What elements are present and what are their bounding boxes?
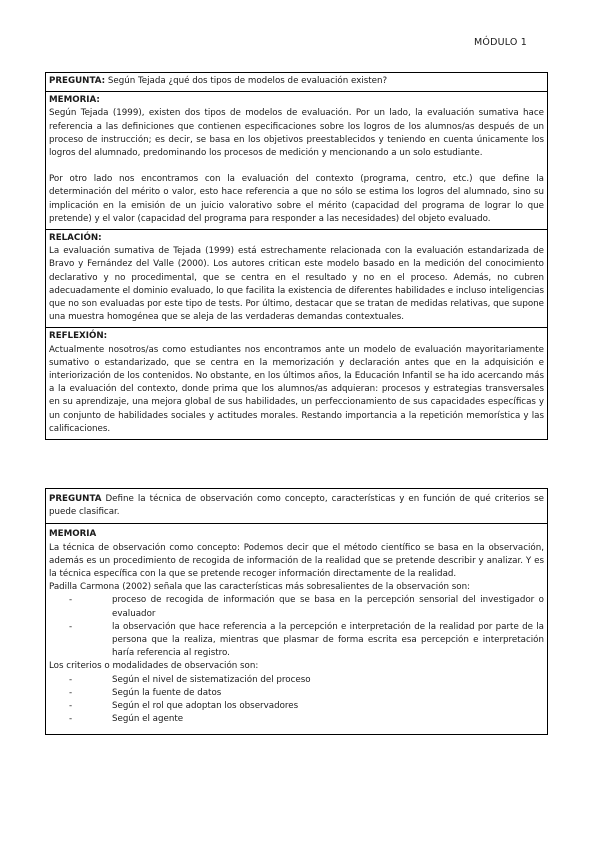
list-item: - Según el nivel de sistematización del proceso	[49, 674, 544, 687]
list-item: - proceso de recogida de información que se basa en la percepción sensorial del investigador o evaluador	[49, 594, 544, 620]
list-item: - Según el agente	[49, 713, 544, 726]
memoria-paragraph-2: Padilla Carmona (2002) señala que las características más sobresalientes de la observación son:	[49, 582, 471, 593]
relacion-label: RELACIÓN:	[49, 233, 102, 244]
memoria-paragraph-2: Por otro lado nos encontramos con la evaluación del contexto (programa, centro, etc.) que define la determinación del mérito o valor, esto hace referencia a que no sólo se estima los logros del alumnado, sino su implicación en la emisión de un juicio valorativo sobre el mérito (capacidad del programa de lograr lo que pretende) y el valor (capacidad del programa para responder a las necesidades) del objeto evaluado.	[49, 174, 544, 224]
list-item: - la observación que hace referencia a la percepción e interpretación de la realidad por parte de la persona que la realiza, mientras que plasmar de forma escrita esa percepción e interpretación haría referencia al registro.	[49, 621, 544, 661]
reflexion-row	[46, 327, 547, 439]
memoria-paragraph-1: Según Tejada (1999), existen dos tipos de modelos de evaluación. Por un lado, la evaluación sumativa hace referencia a las definiciones que contienen especificaciones sobre los logros de los alumnos/as después de un proceso de instrucción; es decir, se basa en los objetivos preestablecidos y teniendo en cuenta únicamente los logros del alumnado, predominando los procesos de medición y mencionando a un solo estudiante.	[49, 108, 544, 159]
memoria-label: MEMORIA:	[49, 95, 100, 106]
criteria-intro: Los criterios o modalidades de observación son:	[49, 661, 259, 672]
memoria-label: MEMORIA	[49, 529, 97, 540]
question-label: PREGUNTA:	[49, 76, 106, 86]
question-text: Define la técnica de observación como concepto, características y en función de qué criterios se puede clasificar.	[49, 494, 544, 518]
question-row	[46, 73, 547, 91]
memoria-row	[46, 523, 547, 734]
list-item: - Según el rol que adoptan los observadores	[49, 700, 544, 713]
question-table-2	[45, 488, 548, 735]
question-table-1	[45, 72, 548, 440]
module-label: MÓDULO 1	[474, 37, 528, 48]
memoria-row	[46, 91, 547, 229]
question-row	[46, 489, 547, 523]
relacion-row	[46, 229, 547, 327]
question-label: PREGUNTA	[49, 494, 102, 504]
reflexion-label: REFLEXIÓN:	[49, 331, 108, 342]
question-text: Según Tejada ¿qué dos tipos de modelos de evaluación existen?	[107, 76, 388, 86]
reflexion-text: Actualmente nosotros/as como estudiantes nos encontramos ante un modelo de evaluación mayoritariamente sumativo o estandarizado, que se centra en la memorización y declaración antes que en la adquisición e interiorización de los contenidos. No obstante, en los últimos años, la Educación Infantil se ha ido acercando más a la evaluación del contexto, donde prima que los alumnos/as adquieran: procesos y estrategias transversales en su aprendizaje, una mejora global de sus habilidades, un perfeccionamiento de sus capacidades específicas y un conjunto de habilidades sociales y actitudes morales. Restando importancia a la repetición memorística y las calificaciones.	[49, 344, 544, 434]
memoria-paragraph-1: La técnica de observación como concepto: Podemos decir que el método científico se basa en la observación, además es un procedimiento de recogida de información de la realidad que se pretende describir y analizar. Y es la técnica específica con la que se pretende recoger información directamente de la realidad.	[49, 542, 544, 580]
relacion-text: La evaluación sumativa de Tejada (1999) está estrechamente relacionada con la evaluación estandarizada de Bravo y Fernández del Valle (2000). Los autores critican este modelo basado en la medición del conocimiento declarativo y no procedimental, que se centra en el resultado y no en el proceso. Además, no cubren adecuadamente el dominio evaluado, lo que facilita la existencia de diferentes habilidades e incluso inteligencias que no son evaluadas por este tipo de tests. Por último, destacar que se tratan de medidas relativas, que supone una muestra homogénea que se aleja de las verdaderas demandas contextuales.	[49, 246, 544, 323]
list-item: - Según la fuente de datos	[49, 687, 544, 700]
characteristics-list	[49, 594, 544, 660]
criteria-list	[49, 674, 544, 727]
